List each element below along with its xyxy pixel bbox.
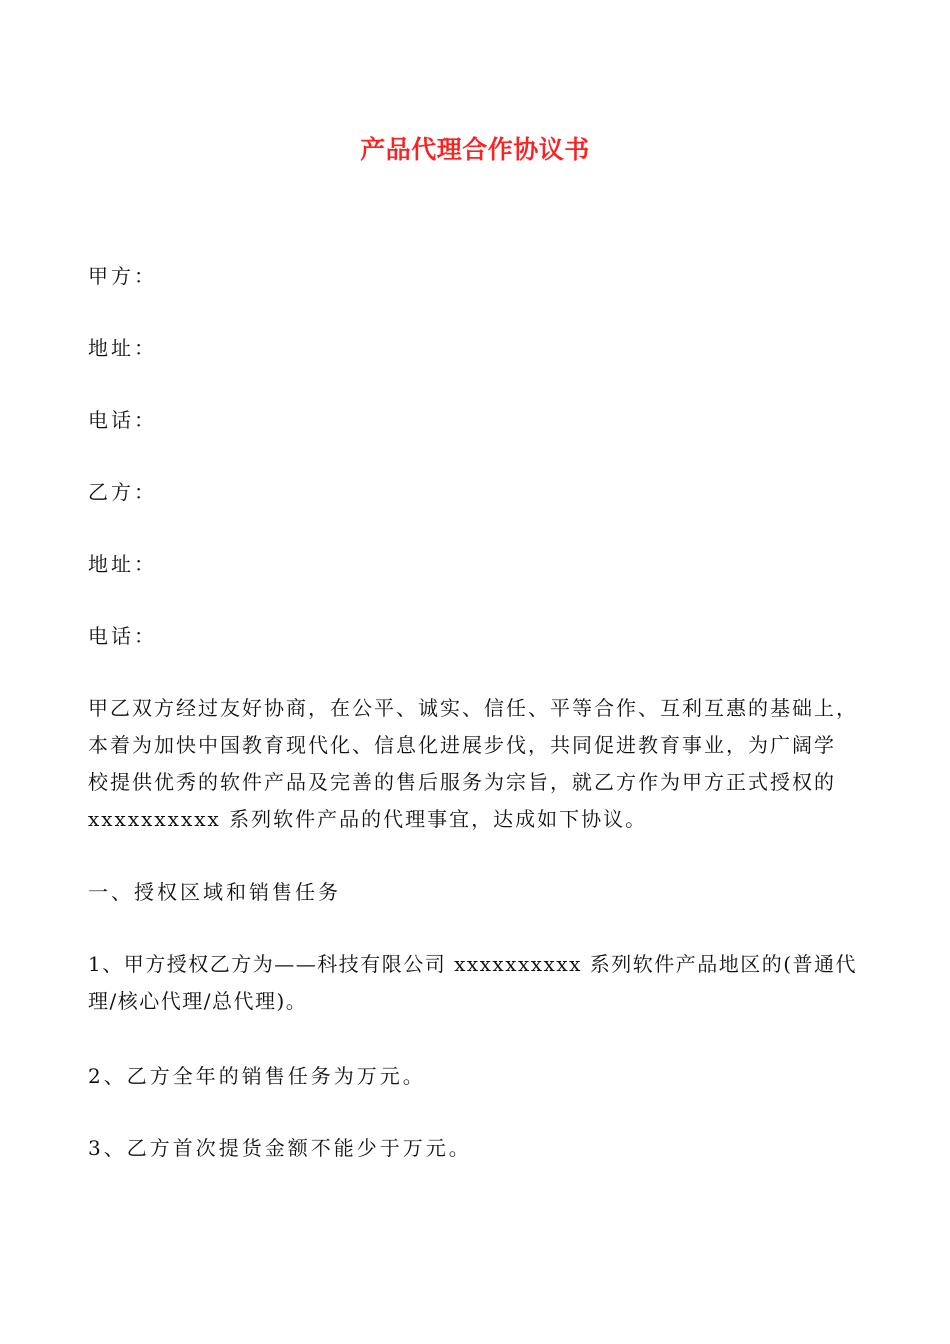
preamble-line-4: xxxxxxxxxx 系列软件产品的代理事宜，达成如下协议。	[88, 807, 648, 831]
document-title: 产品代理合作协议书	[360, 135, 590, 164]
party-a-address-label: 地址：	[88, 336, 157, 360]
party-a-name-label: 甲方：	[88, 264, 157, 288]
preamble-line-3: 校提供优秀的软件产品及完善的售后服务为宗旨，就乙方作为甲方正式授权的	[88, 770, 836, 794]
preamble-line-2: 本着为加快中国教育现代化、信息化进展步伐，共同促进教育事业，为广阔学	[88, 733, 836, 757]
clause-3: 3、乙方首次提货金额不能少于万元。	[88, 1136, 472, 1160]
clause-1-line-1: 1、甲方授权乙方为——科技有限公司 xxxxxxxxxx 系列软件产品地区的(普通代	[88, 952, 858, 976]
clause-1-line-2: 理/核心代理/总代理)。	[88, 989, 308, 1013]
clause-2: 2、乙方全年的销售任务为万元。	[88, 1064, 426, 1088]
party-b-address-label: 地址：	[88, 552, 157, 576]
party-a-phone-label: 电话：	[88, 408, 157, 432]
party-b-name-label: 乙方：	[88, 480, 157, 504]
section-1-heading: 一、授权区域和销售任务	[88, 880, 341, 904]
party-b-phone-label: 电话：	[88, 624, 157, 648]
preamble-line-1: 甲乙双方经过友好协商，在公平、诚实、信任、平等合作、互利互惠的基础上，	[88, 696, 858, 720]
